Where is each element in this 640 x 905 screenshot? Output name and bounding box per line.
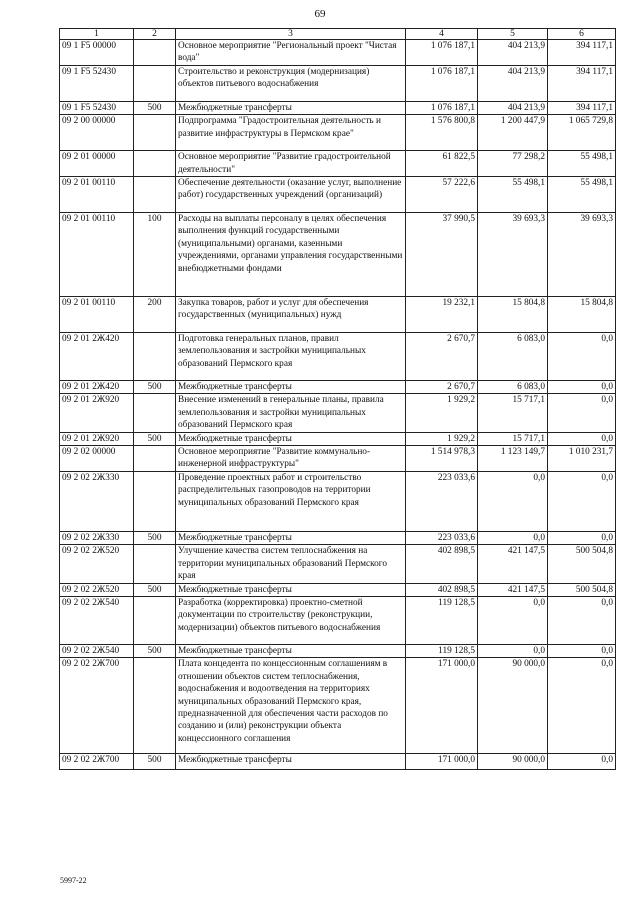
row-code-cell: 09 1 F5 52430 [60,101,134,114]
row-amount-2-cell: 404 213,9 [478,65,548,101]
row-code-cell: 09 2 02 2Ж520 [60,583,134,596]
row-amount-1-cell: 57 222,6 [406,177,478,213]
row-amount-3-cell: 0,0 [548,754,616,770]
row-amount-2-cell: 90 000,0 [478,754,548,770]
row-expense-type-cell: 500 [134,432,176,445]
table-row [60,65,616,101]
row-expense-type-cell: 500 [134,754,176,770]
row-code-cell: 09 2 00 00000 [60,115,134,151]
row-amount-1-cell: 223 033,6 [406,531,478,544]
table-row [60,583,616,596]
row-expense-type-cell [134,545,176,583]
table-row [60,333,616,381]
row-amount-3-cell: 394 117,1 [548,101,616,114]
row-amount-3-cell: 0,0 [548,531,616,544]
row-code-cell: 09 2 01 2Ж920 [60,394,134,432]
row-amount-3-cell: 1 065 729,8 [548,115,616,151]
row-code-cell: 09 2 02 2Ж540 [60,596,134,644]
row-amount-3-cell: 500 504,8 [548,545,616,583]
row-name-cell: Межбюджетные трансферты [176,644,406,657]
row-amount-2-cell: 90 000,0 [478,658,548,754]
row-expense-type-cell [134,394,176,432]
column-number: 3 [176,29,406,40]
row-name-cell: Расходы на выплаты персоналу в целях обеспечения выполнения функций государственными (муниципальными) органами, казенными учреждениями, органами управления государственными внебюджетными фондами [176,213,406,297]
table-row [60,446,616,472]
row-amount-2-cell: 404 213,9 [478,40,548,66]
row-amount-3-cell: 500 504,8 [548,583,616,596]
column-number: 5 [478,29,548,40]
table-row [60,101,616,114]
table-row [60,754,616,770]
row-name-cell: Межбюджетные трансферты [176,381,406,394]
row-code-cell: 09 2 01 2Ж920 [60,432,134,445]
row-expense-type-cell [134,333,176,381]
table-row [60,213,616,297]
row-amount-1-cell: 1 576 800,8 [406,115,478,151]
row-code-cell: 09 2 02 2Ж330 [60,471,134,531]
column-number: 2 [134,29,176,40]
table-row [60,596,616,644]
table-row [60,40,616,66]
row-name-cell: Подпрограмма "Градостроительная деятельность и развитие инфраструктуры в Пермском крае" [176,115,406,151]
row-code-cell: 09 2 02 2Ж540 [60,644,134,657]
row-amount-2-cell: 0,0 [478,471,548,531]
row-code-cell: 09 2 01 2Ж420 [60,333,134,381]
row-amount-1-cell: 1 929,2 [406,432,478,445]
row-amount-1-cell: 119 128,5 [406,644,478,657]
row-name-cell: Основное мероприятие "Развитие градостроительной деятельности" [176,151,406,177]
row-name-cell: Межбюджетные трансферты [176,531,406,544]
row-code-cell: 09 2 01 00110 [60,177,134,213]
row-name-cell: Улучшение качества систем теплоснабжения на территории муниципальных образований Пермского края [176,545,406,583]
row-amount-2-cell: 0,0 [478,531,548,544]
row-amount-1-cell: 402 898,5 [406,583,478,596]
row-amount-1-cell: 2 670,7 [406,333,478,381]
row-amount-1-cell: 1 076 187,1 [406,40,478,66]
row-code-cell: 09 2 01 00110 [60,213,134,297]
column-number: 6 [548,29,616,40]
row-name-cell: Межбюджетные трансферты [176,101,406,114]
row-name-cell: Разработка (корректировка) проектно-сметной документации по строительству (реконструкции, модернизации) объектов питьевого водоснабжения [176,596,406,644]
row-amount-3-cell: 0,0 [548,333,616,381]
table-row [60,394,616,432]
row-expense-type-cell [134,446,176,472]
row-amount-3-cell: 394 117,1 [548,40,616,66]
row-amount-2-cell: 0,0 [478,596,548,644]
row-amount-1-cell: 171 000,0 [406,658,478,754]
row-amount-3-cell: 55 498,1 [548,151,616,177]
table-row [60,545,616,583]
row-amount-2-cell: 15 717,1 [478,394,548,432]
row-amount-1-cell: 1 514 978,3 [406,446,478,472]
row-expense-type-cell [134,596,176,644]
document-code: 5997-22 [60,876,87,885]
row-name-cell: Закупка товаров, работ и услуг для обеспечения государственных (муниципальных) нужд [176,297,406,333]
row-amount-2-cell: 39 693,3 [478,213,548,297]
row-amount-3-cell: 39 693,3 [548,213,616,297]
row-expense-type-cell [134,40,176,66]
row-code-cell: 09 2 01 00110 [60,297,134,333]
table-row [60,297,616,333]
row-name-cell: Основное мероприятие "Региональный проект "Чистая вода" [176,40,406,66]
row-name-cell: Подготовка генеральных планов, правил землепользования и застройки муниципальных образований Пермского края [176,333,406,381]
row-amount-1-cell: 19 232,1 [406,297,478,333]
row-code-cell: 09 2 02 2Ж700 [60,754,134,770]
row-code-cell: 09 2 02 2Ж700 [60,658,134,754]
row-amount-2-cell: 0,0 [478,644,548,657]
row-code-cell: 09 1 F5 00000 [60,40,134,66]
row-amount-1-cell: 223 033,6 [406,471,478,531]
table-row [60,381,616,394]
row-amount-2-cell: 1 123 149,7 [478,446,548,472]
row-name-cell: Обеспечение деятельности (оказание услуг, выполнение работ) государственных учреждений (организаций) [176,177,406,213]
row-expense-type-cell [134,115,176,151]
row-code-cell: 09 2 02 00000 [60,446,134,472]
row-name-cell: Основное мероприятие "Развитие коммунально-инженерной инфраструктуры" [176,446,406,472]
row-amount-2-cell: 6 083,0 [478,381,548,394]
row-amount-3-cell: 0,0 [548,381,616,394]
row-amount-3-cell: 1 010 231,7 [548,446,616,472]
table-row [60,471,616,531]
table-row [60,115,616,151]
row-code-cell: 09 2 01 00000 [60,151,134,177]
row-amount-3-cell: 0,0 [548,394,616,432]
row-amount-1-cell: 119 128,5 [406,596,478,644]
row-expense-type-cell: 200 [134,297,176,333]
row-name-cell: Строительство и реконструкция (модернизация) объектов питьевого водоснабжения [176,65,406,101]
table-row [60,151,616,177]
row-amount-1-cell: 171 000,0 [406,754,478,770]
row-amount-3-cell: 0,0 [548,471,616,531]
row-amount-2-cell: 55 498,1 [478,177,548,213]
row-amount-2-cell: 1 200 447,9 [478,115,548,151]
row-amount-2-cell: 15 717,1 [478,432,548,445]
budget-table [59,28,616,770]
row-expense-type-cell: 100 [134,213,176,297]
row-amount-2-cell: 421 147,5 [478,545,548,583]
row-amount-3-cell: 0,0 [548,658,616,754]
row-code-cell: 09 2 02 2Ж520 [60,545,134,583]
table-row [60,177,616,213]
row-amount-3-cell: 0,0 [548,432,616,445]
table-row [60,432,616,445]
row-name-cell: Проведение проектных работ и строительство распределительных газопроводов на территории муниципальных образований Пермского края [176,471,406,531]
row-amount-2-cell: 77 298,2 [478,151,548,177]
row-name-cell: Межбюджетные трансферты [176,583,406,596]
column-number-header-row [60,29,616,40]
row-amount-1-cell: 2 670,7 [406,381,478,394]
column-number: 4 [406,29,478,40]
row-amount-2-cell: 6 083,0 [478,333,548,381]
row-expense-type-cell [134,471,176,531]
row-expense-type-cell: 500 [134,583,176,596]
row-expense-type-cell: 500 [134,101,176,114]
row-expense-type-cell [134,65,176,101]
row-amount-1-cell: 61 822,5 [406,151,478,177]
row-amount-3-cell: 55 498,1 [548,177,616,213]
row-name-cell: Плата концедента по концессионным соглашениям в отношении объектов систем теплоснабжения, водоснабжения и водоотведения на территориях муниципальных образований Пермского края, предназначенной для обеспечения части расходов по созданию и (или) реконструкции объекта концессионного соглашения [176,658,406,754]
row-amount-1-cell: 402 898,5 [406,545,478,583]
row-expense-type-cell: 500 [134,644,176,657]
row-code-cell: 09 2 01 2Ж420 [60,381,134,394]
row-expense-type-cell [134,151,176,177]
row-amount-1-cell: 1 929,2 [406,394,478,432]
row-code-cell: 09 2 02 2Ж330 [60,531,134,544]
page-number: 69 [314,8,326,20]
row-name-cell: Внесение изменений в генеральные планы, правила землепользования и застройки муниципальных образований Пермского края [176,394,406,432]
row-amount-2-cell: 404 213,9 [478,101,548,114]
column-number: 1 [60,29,134,40]
row-amount-1-cell: 1 076 187,1 [406,101,478,114]
table-row [60,531,616,544]
row-amount-2-cell: 421 147,5 [478,583,548,596]
row-amount-1-cell: 1 076 187,1 [406,65,478,101]
row-expense-type-cell: 500 [134,531,176,544]
row-amount-3-cell: 15 804,8 [548,297,616,333]
row-amount-1-cell: 37 990,5 [406,213,478,297]
row-name-cell: Межбюджетные трансферты [176,432,406,445]
row-amount-3-cell: 0,0 [548,644,616,657]
row-expense-type-cell [134,658,176,754]
row-expense-type-cell [134,177,176,213]
row-name-cell: Межбюджетные трансферты [176,754,406,770]
row-amount-3-cell: 0,0 [548,596,616,644]
row-amount-3-cell: 394 117,1 [548,65,616,101]
row-amount-2-cell: 15 804,8 [478,297,548,333]
table-row [60,644,616,657]
row-expense-type-cell: 500 [134,381,176,394]
table-row [60,658,616,754]
row-code-cell: 09 1 F5 52430 [60,65,134,101]
